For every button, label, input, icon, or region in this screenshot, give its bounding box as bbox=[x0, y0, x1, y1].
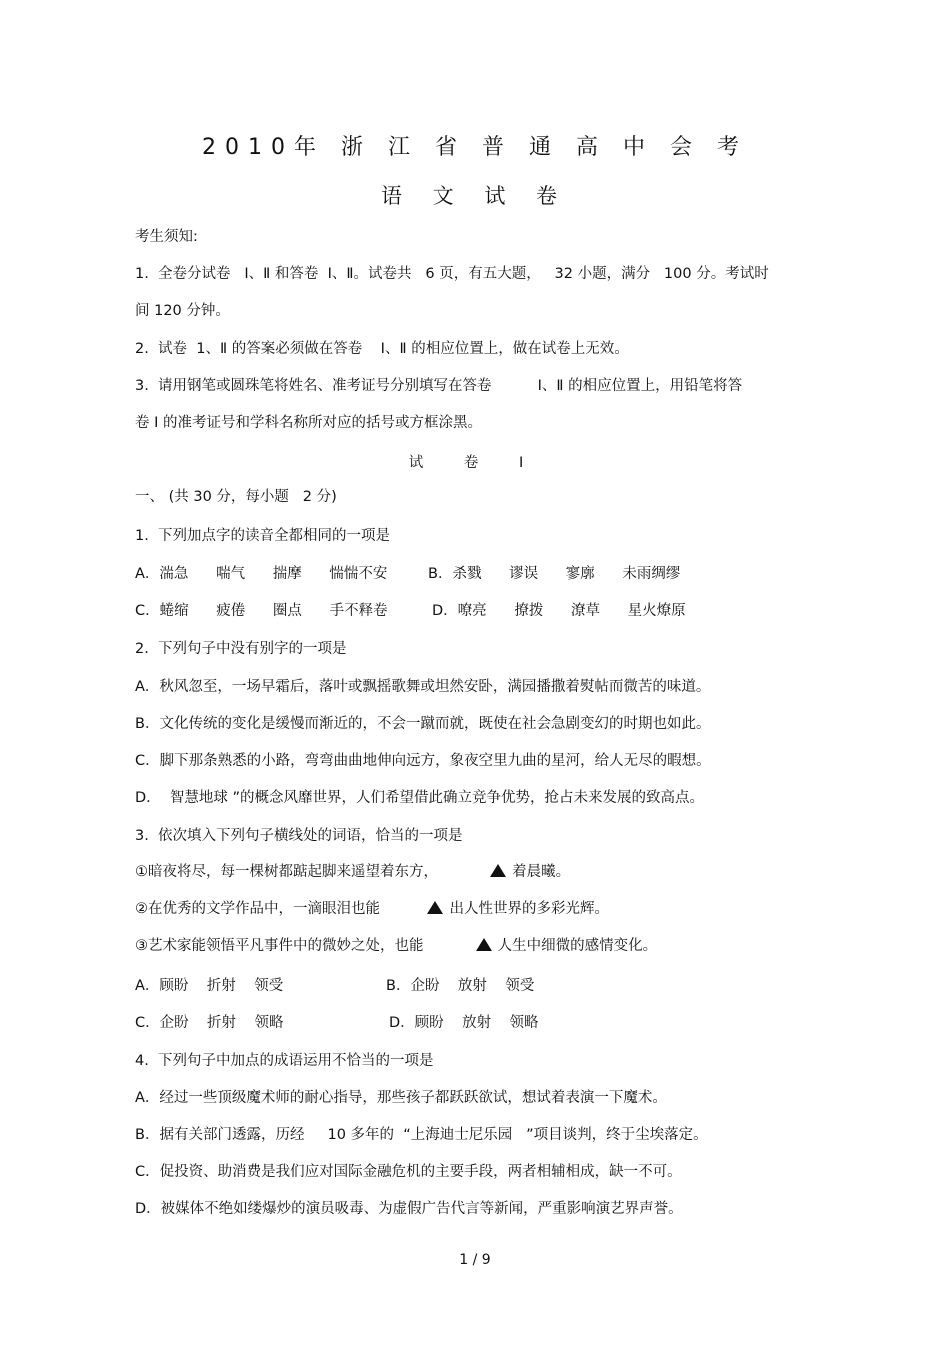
notice-item-3-line-2: 卷 Ⅰ 的准考证号和学科名称所对应的括号或方框涂黑。 bbox=[135, 415, 482, 431]
triangle-blank-icon bbox=[476, 938, 492, 951]
exam-subtitle: 语 文 试 卷 bbox=[380, 184, 570, 208]
question-2-stem: 2. 下列句子中没有别字的一项是 bbox=[135, 641, 347, 657]
triangle-blank-icon bbox=[490, 864, 506, 877]
question-3-sentence-2 bbox=[135, 900, 609, 918]
question-4-option-d: D．被媒体不绝如缕爆炒的演员吸毒、为虚假广告代言等新闻，严重影响演艺界声誉。 bbox=[135, 1201, 683, 1217]
sentence-2-after-blank: 出人性世界的多彩光辉。 bbox=[449, 901, 609, 917]
part-1-heading: 一、 (共 30 分，每小题 2 分) bbox=[135, 489, 337, 505]
question-3-option-b: B．企盼 放射 领受 bbox=[386, 978, 535, 994]
sentence-2-before-blank: ②在优秀的文学作品中，一滴眼泪也能 bbox=[135, 901, 380, 917]
question-4-option-c: C．促投资、助消费是我们应对国际金融危机的主要手段，两者相辅相成，缺一不可。 bbox=[135, 1164, 682, 1180]
notice-item-2: 2. 试卷 1、Ⅱ 的答案必须做在答卷 Ⅰ、Ⅱ 的相应位置上，做在试卷上无效。 bbox=[135, 341, 629, 357]
sentence-3-after-blank: 人生中细微的感情变化。 bbox=[497, 938, 658, 954]
sentence-1-after-blank: 着晨曦。 bbox=[512, 864, 571, 880]
question-3-stem: 3. 依次填入下列句子横线处的词语，恰当的一项是 bbox=[135, 828, 463, 844]
page-number: 1 / 9 bbox=[459, 1252, 491, 1268]
question-4-option-b: B．据有关部门透露，历经 10 多年的 “上海迪士尼乐园 ”项目谈判，终于尘埃落定。 bbox=[135, 1127, 708, 1143]
question-1-stem: 1. 下列加点字的读音全都相同的一项是 bbox=[135, 528, 391, 544]
question-2-option-b: B．文化传统的变化是缓慢而渐近的，不会一蹴而就，既使在社会急剧变幻的时期也如此。 bbox=[135, 716, 711, 732]
exam-title: 2010年 浙 江 省 普 通 高 中 会 考 bbox=[202, 135, 748, 160]
notice-item-1-line-2: 间 120 分钟。 bbox=[135, 303, 230, 319]
sentence-1-before-blank: ①暗夜将尽，每一棵树都踮起脚来遥望着东方， bbox=[135, 864, 438, 880]
question-1-option-d: D．嘹亮 撩拨 潦草 星火燎原 bbox=[432, 603, 686, 619]
question-2-option-d: D． 智慧地球 ”的概念风靡世界，人们希望借此确立竞争优势，抢占未来发展的致高点。 bbox=[135, 790, 705, 806]
question-4-stem: 4. 下列句子中加点的成语运用不恰当的一项是 bbox=[135, 1053, 434, 1069]
question-2-option-c: C．脚下那条熟悉的小路，弯弯曲曲地伸向远方，象夜空里九曲的星河，给人无尽的暇想。 bbox=[135, 753, 711, 769]
question-1-option-b: B．杀戮 谬误 寥廓 未雨绸缪 bbox=[428, 566, 681, 582]
question-3-sentence-1 bbox=[135, 863, 570, 881]
notice-heading: 考生须知: bbox=[135, 229, 198, 245]
question-1-option-a: A．湍急 喘气 揣摩 惴惴不安 bbox=[135, 566, 388, 582]
question-2-option-a: A．秋风忽至，一场早霜后，落叶或飘摇歌舞或坦然安卧，满园播撒着熨帖而微苦的味道。 bbox=[135, 679, 711, 695]
triangle-blank-icon bbox=[427, 901, 443, 914]
question-3-option-a: A．顾盼 折射 领受 bbox=[135, 978, 284, 994]
question-3-option-d: D．顾盼 放射 领略 bbox=[389, 1015, 539, 1031]
question-4-option-a: A．经过一些顶级魔术师的耐心指导，那些孩子都跃跃欲试，想试着表演一下魔术。 bbox=[135, 1090, 667, 1106]
question-3-sentence-3 bbox=[135, 937, 657, 955]
sentence-3-before-blank: ③艺术家能领悟平凡事件中的微妙之处，也能 bbox=[135, 938, 424, 954]
notice-item-3-line-1: 3. 请用钢笔或圆珠笔将姓名、准考证号分别填写在答卷 Ⅰ、Ⅱ 的相应位置上，用铅笔将答 bbox=[135, 378, 743, 394]
question-3-option-c: C．企盼 折射 领略 bbox=[135, 1015, 284, 1031]
notice-item-1-line-1: 1. 全卷分试卷 Ⅰ、Ⅱ 和答卷 Ⅰ、Ⅱ。试卷共 6 页，有五大题， 32 小题，满分 100 分。考试时 bbox=[135, 266, 769, 282]
section-title: 试 卷 Ⅰ bbox=[408, 455, 542, 471]
question-1-option-c: C．蜷缩 疲倦 圈点 手不释卷 bbox=[135, 603, 388, 619]
